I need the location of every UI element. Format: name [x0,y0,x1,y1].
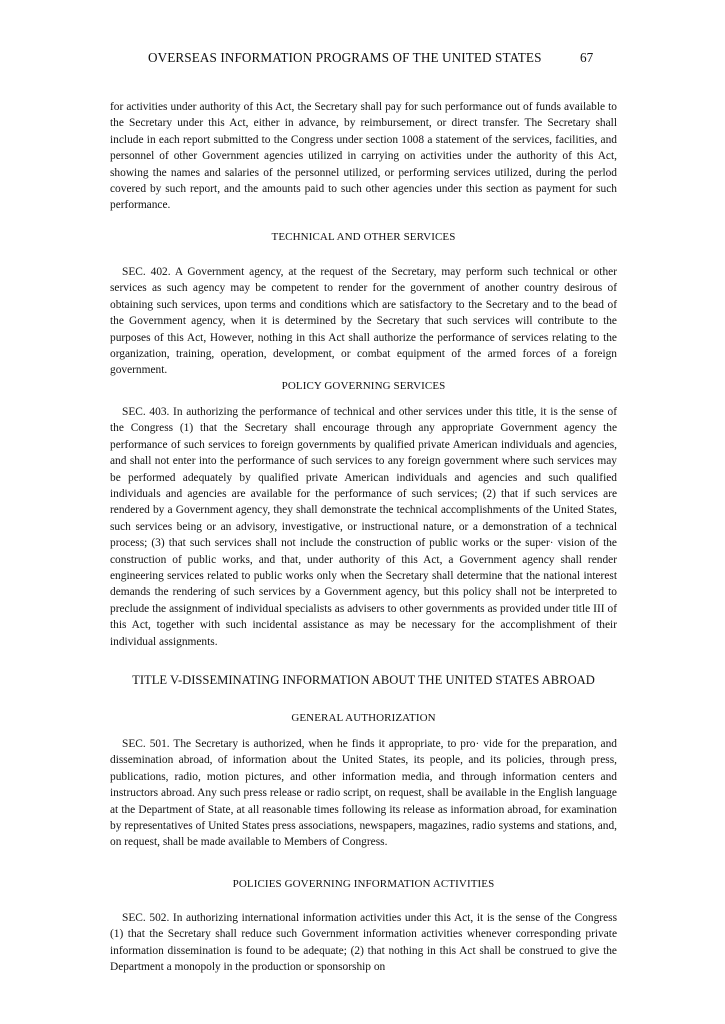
section-heading-policy-services: POLICY GOVERNING SERVICES [281,380,446,392]
paragraph-sec-403 [110,404,617,650]
section-heading-general-authorization: GENERAL AUTHORIZATION [291,712,436,724]
paragraph-text: SEC. 403. In authorizing the performance of technical and other services under this title, it is the sense of the Congress (1) that the Secretary shall encourage through any appropriate Government agency the performance of such services to foreign governments by qualified private American individuals and agencies, and shall not enter into the performance of such services to any foreign government where such services may be performed adequately by qualified private American individuals and agencies and such qualified individuals and agencies are available for the performance of such services; (2) that if such services are rendered by a Government agency, they shall demonstrate the technical accomplishments of the United States, such services being or an advisory, investigative, or instructional nature, or a demonstration of a technical process; (3) that such services shall not include the construction of public works or the super· vision of the construction of public works, and that, under authority of this Act, a Government agency shall render engineering services related to public works only when the Secretary shall determine that the national interest demands the rendering of such services by a Government agency, but this policy shall not be interpreted to preclude the assignment of individual specialists as advisers to other governments as provided under title III of this Act, together with such incidental assistance as may be necessary for the accomplishment of their individual assignments. [110,406,617,648]
paragraph-text: SEC. 502. In authorizing international information activities under this Act, it is the sense of the Congress (1) that the Secretary shall reduce such Government information activities whenever corresponding private information dissemination is found to be adequate; (2) that nothing in this Act shall be construed to give the Department a monopoly in the production or sponsorship on [110,912,617,974]
section-heading-information-activities: POLICIES GOVERNING INFORMATION ACTIVITIES [232,878,495,890]
title-v-heading: TITLE V-DISSEMINATING INFORMATION ABOUT THE UNITED STATES ABROAD [132,673,595,687]
paragraph-sec-402 [110,264,617,379]
page-number: 67 [580,50,594,65]
running-title: OVERSEAS INFORMATION PROGRAMS OF THE UNITED STATES [148,50,542,65]
paragraph-text: SEC. 501. The Secretary is authorized, when he finds it appropriate, to pro· vide for the preparation, and dissemination abroad, of information about the United States, its people, and its policies, through press, publications, radio, motion pictures, and other information media, and through information centers and instructors abroad. Any such press release or radio script, on request, shall be available in the English language at the Department of State, at all reasonable times following its release as information abroad, for examination by representatives of United States press associations, newspapers, magazines, radio systems and stations, and, on request, shall be made available to Members of Congress. [110,738,617,849]
paragraph-sec-502 [110,910,617,976]
paragraph-text: for activities under authority of this Act, the Secretary shall pay for such performance out of funds available to the Secretary under this Act, either in advance, by reimbursement, or direct transfer. The Secretary shall include in each report submitted to the Congress under section 1008 a statement of the services, facilities, and personnel of other Government agencies utilized in carrying on activities under the authority of this Act, showing the names and salaries of the personnel utilized, or performing services utilized, during the perlod covered by such report, and the amounts paid to such other agencies under this section as payment for such performance. [110,101,617,212]
paragraph-continuation [110,99,617,214]
section-heading-technical-services: TECHNICAL AND OTHER SERVICES [271,231,456,243]
paragraph-sec-501 [110,736,617,851]
paragraph-text: SEC. 402. A Government agency, at the request of the Secretary, may perform such technical or other services as such agency may be competent to render for the government of another country desirous of obtaining such services, upon terms and conditions which are satisfactory to the Secretary and to the bead of the Government agency, when it is determined by the Secretary that such services will contribute to the purposes of this Act, However, nothing in this Act shall authorize the performance of services relating to the organization, training, operation, development, or combat equipment of the armed forces of a foreign government. [110,266,617,377]
